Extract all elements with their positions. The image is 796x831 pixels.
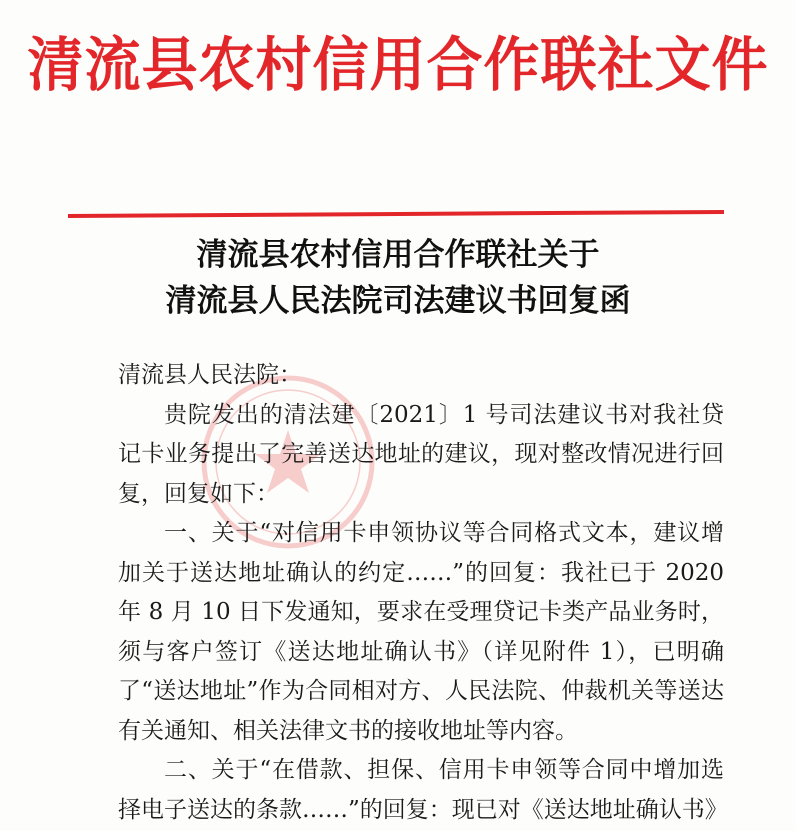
document-title-line-2: 清流县人民法院司法建议书回复函 <box>165 283 631 319</box>
letter-body <box>118 356 728 830</box>
paragraph-intro: 贵院发出的清法建〔2021〕1 号司法建议书对我社贷记卡业务提出了完善送达地址的建议，现对整改情况进行回复，回复如下： <box>118 401 724 507</box>
paragraph-item-1: 一、关于“对信用卡申领协议等合同格式文本，建议增加关于送达地址确认的约定……”的回复：我社已于 2020 年 8 月 10 日下发通知，要求在受理贷记卡类产品业务时，须与客户签订《送达地址确认书》（详见附件 1），已明确了“送达地址”作为合同相对方、人民法院、仲裁机关等送达有关通知、相关法律文书的接收地址等内容。 <box>118 520 724 744</box>
letterhead-title: 清流县农村信用合作联社文件 <box>27 31 769 100</box>
salutation: 清流县人民法院： <box>118 362 302 388</box>
paragraph-item-2: 二、关于“在借款、担保、信用卡申领等合同中增加选择电子送达的条款……”的回复：现已对《送达地址确认书》 <box>118 757 728 823</box>
red-separator-line <box>68 210 724 218</box>
document-title <box>0 232 796 324</box>
document-title-line-1: 清流县农村信用合作联社关于 <box>196 237 600 273</box>
